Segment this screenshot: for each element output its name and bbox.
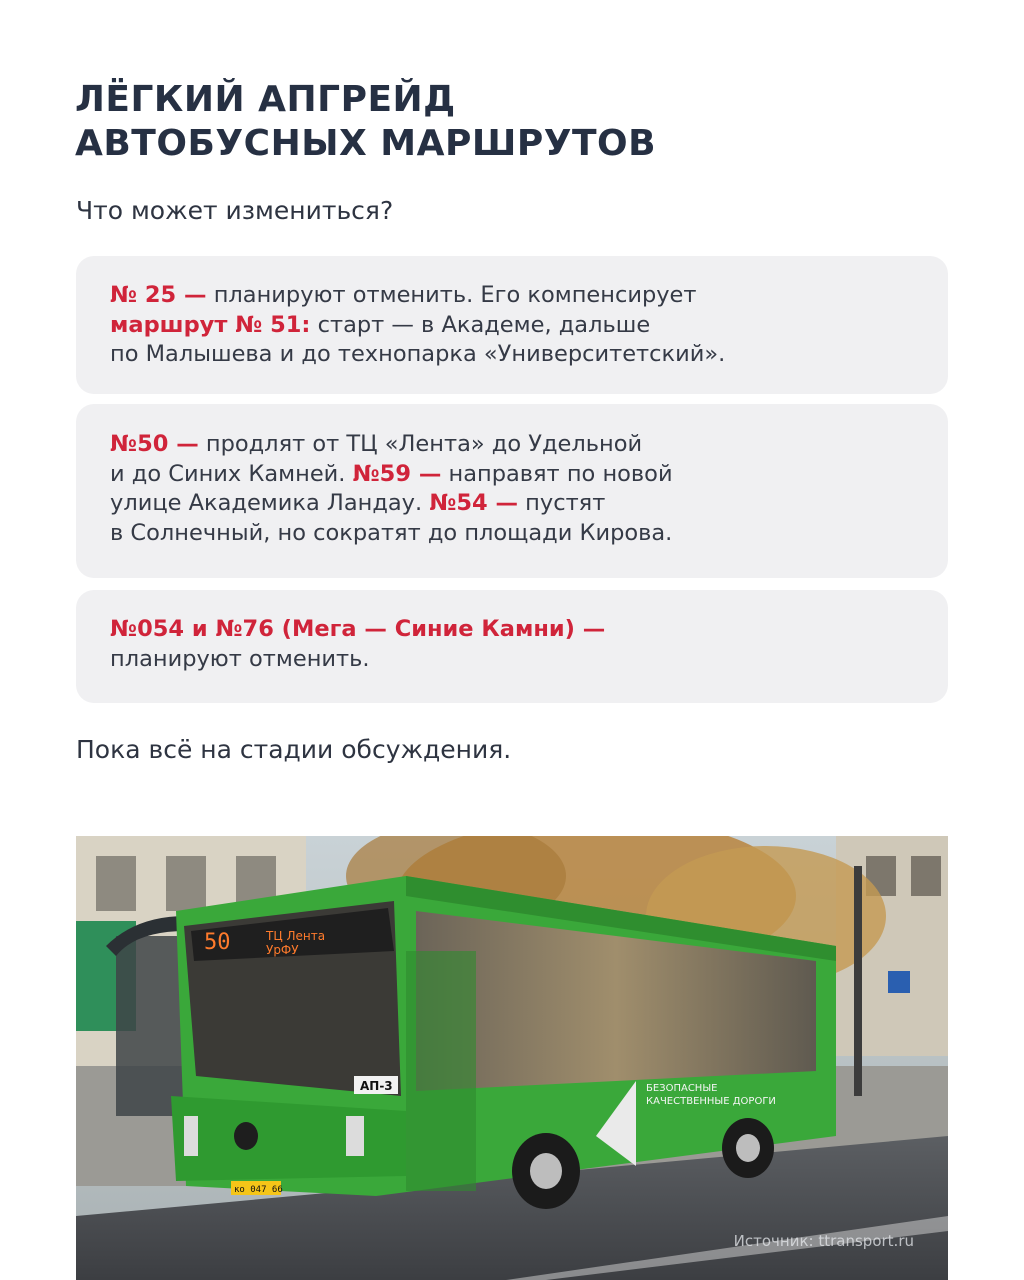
title-line-2: АВТОБУСНЫХ МАРШРУТОВ [75, 123, 657, 164]
bus-photo [76, 836, 948, 1280]
card-line [110, 519, 918, 549]
route-number-highlight: № 25 — [110, 282, 207, 308]
route-number-highlight: №59 — [352, 460, 442, 487]
route-number-highlight: маршрут № 51: [110, 311, 311, 338]
route-number-highlight: №054 и №76 (Мега — Синие Камни) — [110, 616, 606, 642]
bus-illustration [76, 836, 948, 1280]
route-change-card-1 [76, 256, 948, 394]
license-plate: ко 047 66 [234, 1185, 283, 1195]
route-change-card-3 [76, 590, 948, 703]
discussion-note: Пока всё на стадии обсуждения. [76, 735, 512, 764]
route-number-highlight: №54 — [429, 490, 519, 516]
page-title [75, 78, 955, 166]
route-change-card-2 [76, 404, 948, 578]
card-text: улице Академика Ландау. [110, 490, 430, 516]
card-line [110, 460, 918, 490]
card-text: и до Синих Камней. [110, 460, 353, 487]
destination-text-1: ТЦ Лента [266, 929, 326, 943]
card-text: планируют отменить. Его компенсирует [206, 282, 697, 308]
route-plate: АП-3 [360, 1079, 393, 1093]
side-text-1: БЕЗОПАСНЫЕ [646, 1083, 718, 1094]
card-line [110, 311, 918, 341]
side-text-2: КАЧЕСТВЕННЫЕ ДОРОГИ [646, 1096, 776, 1107]
card-text: направят по новой [441, 460, 673, 487]
card-text: старт — в Академе, дальше [310, 311, 651, 338]
card-text: по Малышева и до технопарка «Университетский». [110, 341, 726, 367]
title-line-1: ЛЁГКИЙ АПГРЕЙД [75, 79, 456, 120]
card-text: продлят от ТЦ «Лента» до Удельной [198, 431, 643, 457]
destination-number: 50 [204, 930, 231, 955]
card-line [110, 340, 918, 370]
card-line [110, 281, 918, 311]
card-text: в Солнечный, но сократят до площади Кирова. [110, 519, 673, 546]
card-line [110, 430, 918, 460]
card-text: планируют отменить. [110, 645, 370, 672]
source-caption: Источник: ttransport.ru [733, 1232, 914, 1250]
route-number-highlight: №50 — [110, 431, 199, 457]
card-text: пустят [518, 490, 606, 516]
subtitle: Что может измениться? [76, 196, 394, 225]
card-line [110, 645, 918, 675]
card-line [110, 489, 918, 519]
card-line [110, 615, 918, 645]
destination-text-2: УрФУ [266, 943, 299, 957]
